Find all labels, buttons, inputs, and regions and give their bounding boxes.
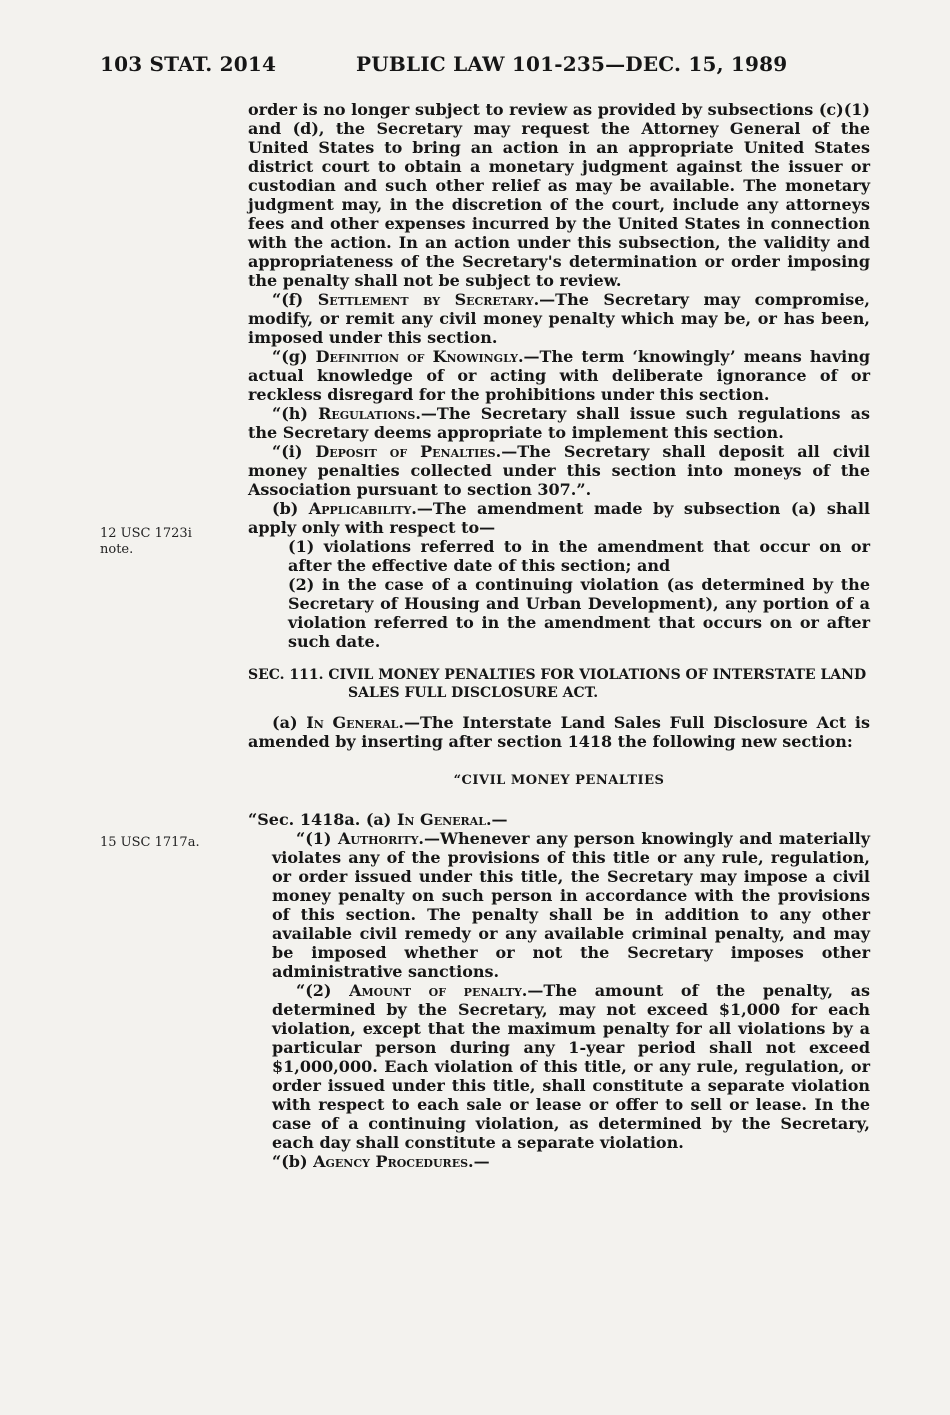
paragraph-amount-of-penalty: “(2) Amount of penalty.—The amount of the penalty, as determined by the Secretary, may not exceed $1,000 for each violation, except that the maximum penalty for all violations by a particular person during any 1-year period shall not exceed $1,000,000. Each violation of this title, or any rule, regulation, or order issued under this title, shall constitute a separate violation with respect to each sale or lease or offer to sell or lease. In the case of a continuing violation, as determined by the Secretary, each day shall constitute a separate violation. xyxy=(272,981,871,1152)
subsection-g-heading: Definition of Knowingly. xyxy=(315,347,524,366)
subsection-h-heading: Regulations. xyxy=(318,404,421,423)
amount-heading: Amount of penalty. xyxy=(349,981,528,1000)
subsection-agency-procedures: “(b) Agency Procedures.— xyxy=(272,1152,490,1171)
applicability-heading: Applicability. xyxy=(308,499,417,518)
agency-procedures-heading: Agency Procedures. xyxy=(313,1152,474,1171)
law-title: PUBLIC LAW 101-235—DEC. 15, 1989 xyxy=(356,52,788,76)
civil-money-penalties-heading: “CIVIL MONEY PENALTIES xyxy=(453,773,665,788)
paragraph-b1: (1) violations referred to in the amendment that occur on or after the effective date of this section; and xyxy=(288,537,870,575)
subsection-a-in-general: (a) In General.—The Interstate Land Sales Full Disclosure Act is amended by inserting after section 1418 the following new section: xyxy=(248,713,871,751)
subsection-h: “(h) Regulations.—The Secretary shall issue such regulations as the Secretary deems appropriate to implement this section. xyxy=(248,404,871,442)
margin-note-usc-1717a: 15 USC 1717a. xyxy=(100,835,200,850)
authority-heading: Authority. xyxy=(337,829,425,848)
paragraph-authority: “(1) Authority.—Whenever any person knowingly and materially violates any of the provisions of this title or any rule, regulation, or order issued under this title, the Secretary may impose a civil money penalty on such person in accordance with the provisions of this section. The penalty shall be in addition to any other available civil remedy or any available criminal penalty, and may be imposed whether or not the Secretary imposes other administrative sanctions. xyxy=(272,829,871,981)
subsection-g: “(g) Definition of Knowingly.—The term ‘knowingly’ means having actual knowledge of or acting with deliberate ignorance of or reckless disregard for the prohibitions under this section. xyxy=(248,347,871,404)
paragraph-continued: order is no longer subject to review as provided by subsections (c)(1) and (d), the Secretary may request the Attorney General of the United States to bring an action in an appropriate United States district court to obtain a monetary judgment against the issuer or custodian and such other relief as may be available. The monetary judgment may, in the discretion of the court, include any attorneys fees and other expenses incurred by the United States in connection with the action. In an action under this subsection, the validity and appropriateness of the Secretary's determination or order imposing the penalty shall not be subject to review. xyxy=(248,100,870,290)
statute-reference: 103 STAT. 2014 xyxy=(100,52,277,76)
section-1418a: “Sec. 1418a. (a) In General.— xyxy=(248,810,508,829)
subsection-i: “(i) Deposit of Penalties.—The Secretary shall deposit all civil money penalties collected under this section into moneys of the Association pursuant to section 307.”. xyxy=(248,442,870,499)
subsection-b-applicability: (b) Applicability.—The amendment made by subsection (a) shall apply only with respect to— xyxy=(248,499,871,537)
paragraph-b2: (2) in the case of a continuing violation (as determined by the Secretary of Housing and Urban Development), any portion of a violation referred to in the amendment that occurs on or after such date. xyxy=(288,575,870,651)
subsection-f-heading: Settlement by Secretary. xyxy=(317,290,540,309)
subsection-i-heading: Deposit of Penalties. xyxy=(315,442,502,461)
section-1418a-heading: In General. xyxy=(396,810,492,829)
margin-note-note: note. xyxy=(100,542,134,557)
section-111-heading: SEC. 111. CIVIL MONEY PENALTIES FOR VIOLATIONS OF INTERSTATE LAND SALES FULL DISCLOSURE ACT. xyxy=(248,667,867,701)
in-general-heading: In General. xyxy=(306,713,404,732)
page-body xyxy=(248,100,870,1171)
subsection-f: “(f) Settlement by Secretary.—The Secretary may compromise, modify, or remit any civil money penalty which may be, or has been, imposed under this section. xyxy=(248,290,870,347)
margin-note-usc-1723i: 12 USC 1723i xyxy=(100,526,192,541)
